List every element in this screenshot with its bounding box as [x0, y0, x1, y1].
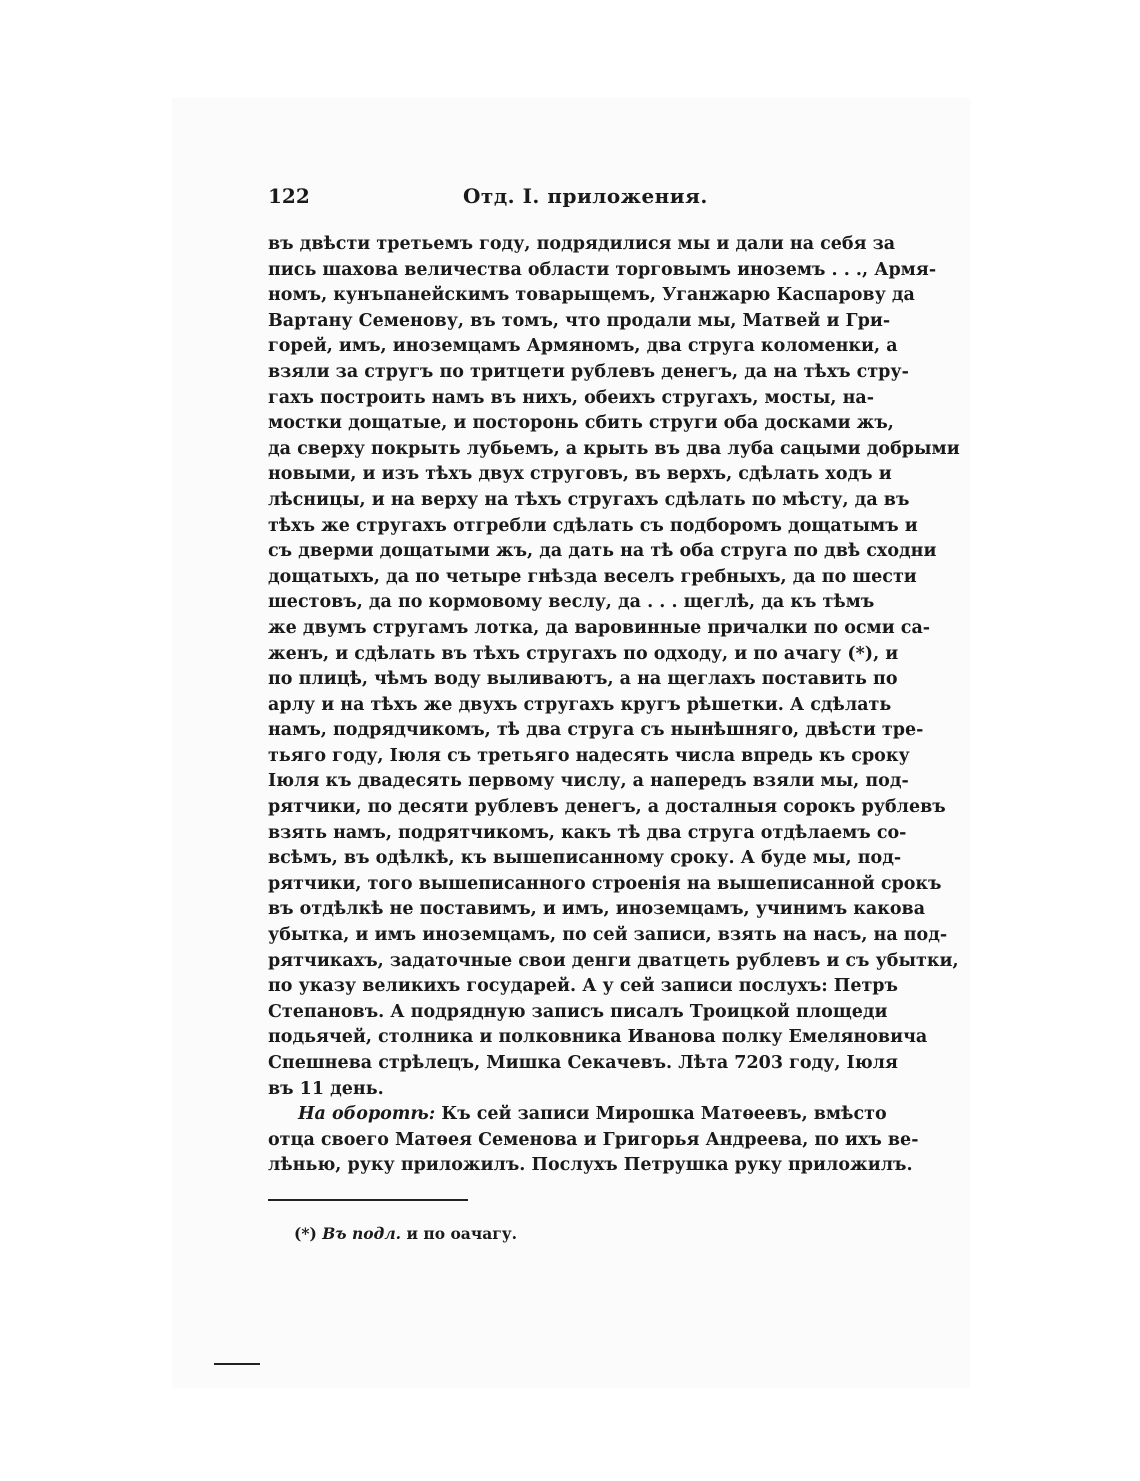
- body-line: же двумъ стругамъ лотка, да варовинные причалки по осми са-: [268, 617, 931, 638]
- body-line: шестовъ, да по кормовому веслу, да . . . щеглѣ, да къ тѣмъ: [268, 592, 875, 613]
- body-line: Спешнева стрѣлецъ, Мишка Секачевъ. Лѣта 7203 году, Іюля: [268, 1053, 898, 1073]
- body-line: номъ, кунъпанейскимъ товарыщемъ, Уганжарю Каспарову да: [268, 285, 915, 306]
- body-line: пись шахова величества области торговымъ иноземъ . . ., Армя-: [268, 259, 937, 280]
- body-line: рятчикахъ, задаточные свои денги дватцеть рублевъ и съ убытки,: [268, 950, 959, 971]
- footnote-label: Въ подл.: [322, 1224, 402, 1243]
- verso-text: Къ сей записи Мирошка Матѳеевъ, вмѣсто: [441, 1104, 887, 1125]
- body-line: съ дверми дощатыми жъ, да дать на тѣ оба струга по двѣ сходни: [268, 541, 937, 562]
- body-line: да сверху покрыть лубьемъ, а крыть въ два луба сацыми добрыми: [268, 438, 960, 459]
- body-line: рятчики, по десяти рублевъ денегъ, а досталныя сорокъ рублевъ: [268, 797, 946, 818]
- footnote-text: и по оачагу.: [406, 1224, 518, 1243]
- body-line: по указу великихъ государей. А у сей записи послухъ: Петръ: [268, 976, 898, 997]
- body-line: лѣсницы, и на верху на тѣхъ стругахъ сдѣлать по мѣсту, да въ: [268, 489, 910, 510]
- body-line: тьяго году, Іюля съ третьяго надесять числа впредь къ сроку: [268, 745, 910, 766]
- body-line: новыми, и изъ тѣхъ двух струговъ, въ верхъ, сдѣлать ходъ и: [268, 464, 892, 485]
- page-header: [268, 184, 874, 214]
- verso-line: лѣнью, руку приложилъ. Послухъ Петрушка руку приложилъ.: [268, 1155, 913, 1176]
- body-line: взять намъ, подрятчикомъ, какъ тѣ два струга отдѣлаемъ со-: [268, 822, 907, 843]
- body-line: взяли за стругъ по тритцети рублевъ денегъ, да на тѣхъ стру-: [268, 361, 909, 382]
- verso-line: [268, 1102, 887, 1128]
- body-line: женъ, и сдѣлать въ тѣхъ стругахъ по одходу, и по ачагу (*), и: [268, 643, 899, 664]
- body-line: гахъ построить намъ въ нихъ, обеихъ стругахъ, мосты, на-: [268, 387, 875, 408]
- footnote-marker: (*): [294, 1224, 317, 1243]
- running-title: Отд. I. приложения.: [463, 184, 708, 208]
- body-line: рятчики, того вышеписанного строенія на вышеписанной срокъ: [268, 873, 942, 894]
- verso-label: На оборотѣ:: [298, 1104, 436, 1125]
- verso-line: отца своего Матѳея Семенова и Григорья Андреева, по ихъ ве-: [268, 1129, 919, 1150]
- body-line: дощатыхъ, да по четыре гнѣзда веселъ гребныхъ, да по шести: [268, 566, 917, 587]
- body-line: мостки дощатые, и посторонь сбить струги оба досками жъ,: [268, 413, 894, 434]
- body-line: Іюля къ двадесять первому числу, а напередъ взяли мы, под-: [268, 771, 909, 792]
- body-line: тѣхъ же стругахъ отгребли сдѣлать съ подборомъ дощатымъ и: [268, 515, 918, 536]
- body-line: подьячей, столника и полковника Иванова полку Емеляновича: [268, 1027, 928, 1048]
- margin-dash: [214, 1363, 260, 1365]
- footnote: [294, 1224, 517, 1243]
- page-number: 122: [268, 184, 310, 208]
- body-line: арлу и на тѣхъ же двухъ стругахъ кругъ рѣшетки. А сдѣлать: [268, 694, 892, 715]
- body-line: Вартану Семенову, въ томъ, что продали мы, Матвей и Гри-: [268, 310, 891, 331]
- body-line: горей, имъ, иноземцамъ Армяномъ, два струга коломенки, а: [268, 336, 898, 357]
- body-line: убытка, и имъ иноземцамъ, по сей записи, взять на насъ, на под-: [268, 925, 948, 946]
- body-line: въ отдѣлкѣ не поставимъ, и имъ, иноземцамъ, учинимъ какова: [268, 899, 926, 920]
- body-text: [268, 232, 960, 1179]
- footnote-divider: [268, 1199, 468, 1201]
- body-line: Степановъ. А подрядную записъ писалъ Троицкой площеди: [268, 1001, 888, 1022]
- body-line: всѣмъ, въ одѣлкѣ, къ вышеписанному сроку. А буде мы, под-: [268, 848, 902, 869]
- body-line: въ двѣсти третьемъ году, подрядилися мы и дали на себя за: [268, 234, 896, 254]
- body-line: по плицѣ, чѣмъ воду выливаютъ, а на щеглахъ поставить по: [268, 669, 898, 690]
- body-line: намъ, подрядчикомъ, тѣ два струга съ нынѣшняго, двѣсти тре-: [268, 720, 924, 741]
- body-line: въ 11 день.: [268, 1078, 384, 1099]
